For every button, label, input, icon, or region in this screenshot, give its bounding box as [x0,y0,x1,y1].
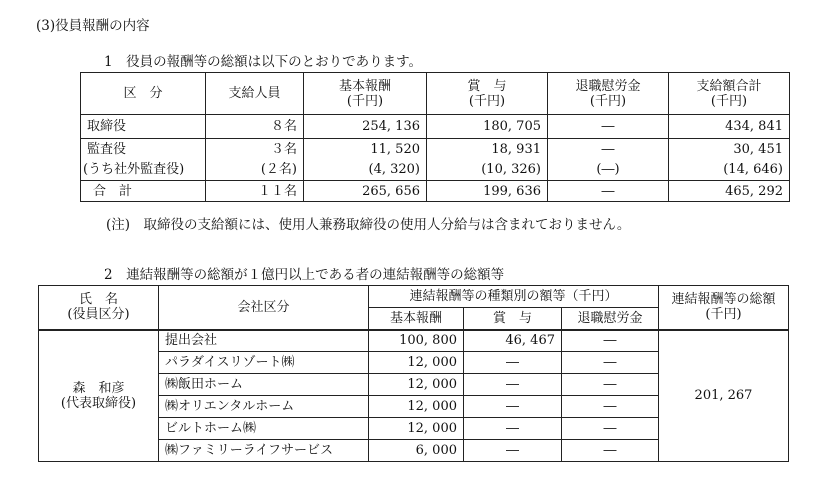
row-count: １１名 [206,181,304,202]
row-base: 100, 800 [369,330,464,352]
person-cell [39,330,159,462]
header-count: 支給人員 [206,73,304,115]
row-retirement: ― [562,418,659,440]
row-bonus: 46, 467 [464,330,562,352]
header-total: 支給額合計 (千円) [669,73,790,115]
person-name: 森 和彦 [72,380,125,396]
header-base: 基本報酬 (千円) [304,73,427,115]
table-row [39,330,789,352]
row-bonus: ― [464,352,562,374]
row-retirement: (―) [548,160,669,181]
row-bonus: 18, 931 [427,139,548,160]
header-types: 連結報酬等の種類別の額等（千円） [369,286,659,308]
row-bonus: ― [464,374,562,396]
row-base: 6, 000 [369,440,464,462]
row-count: ３名 [206,139,304,160]
section-heading: (3)役員報酬の内容 [36,18,150,34]
company-name: ㈱オリエンタルホーム [159,396,369,418]
row-total: 465, 292 [669,181,790,202]
row-count: (２名) [206,160,304,181]
header-category: 区 分 [81,73,206,115]
row-retirement: ― [562,396,659,418]
row-label: 監査役 [81,139,206,160]
row-count: ８名 [206,115,304,139]
row-base: 12, 000 [369,374,464,396]
row-label: 合 計 [81,181,206,202]
row-base: 12, 000 [369,418,464,440]
row-retirement: ― [548,115,669,139]
table-row [81,139,790,160]
row-bonus: (10, 326) [427,160,548,181]
row-base: 12, 000 [369,352,464,374]
row-retirement: ― [562,440,659,462]
row-retirement: ― [562,374,659,396]
total-row [81,181,790,202]
row-base: (4, 320) [304,160,427,181]
row-retirement: ― [548,139,669,160]
company-name: ビルトホーム㈱ [159,418,369,440]
header-bonus: 賞 与 (千円) [427,73,548,115]
company-name: 提出会社 [159,330,369,352]
row-base: 265, 656 [304,181,427,202]
row-bonus: 199, 636 [427,181,548,202]
row-retirement: ― [548,181,669,202]
table-row [81,160,790,181]
header-bonus: 賞 与 [464,308,562,330]
company-name: パラダイスリゾート㈱ [159,352,369,374]
header-retirement: 退職慰労金 [562,308,659,330]
row-bonus: 180, 705 [427,115,548,139]
row-base: 11, 520 [304,139,427,160]
table1-note: (注) 取締役の支給額には、使用人兼務取締役の使用人分給与は含まれておりません。 [106,217,631,233]
table1-heading: 1 役員の報酬等の総額は以下のとおりであります。 [104,54,423,70]
row-bonus: ― [464,440,562,462]
row-total: 434, 841 [669,115,790,139]
person-role: (代表取締役) [60,395,137,411]
row-total: 30, 451 [669,139,790,160]
grand-total: 201, 267 [659,330,789,462]
company-name: ㈱飯田ホーム [159,374,369,396]
officer-compensation-table [80,72,790,202]
row-bonus: ― [464,396,562,418]
header-base: 基本報酬 [369,308,464,330]
table-row [81,115,790,139]
table-header-row [81,73,790,115]
consolidated-compensation-table [38,285,789,462]
row-base: 254, 136 [304,115,427,139]
row-total: (14, 646) [669,160,790,181]
company-name: ㈱ファミリーライフサービス [159,440,369,462]
row-label: 取締役 [81,115,206,139]
header-company: 会社区分 [159,286,369,330]
table2-heading: 2 連結報酬等の総額が１億円以上である者の連結報酬等の総額等 [104,267,505,283]
row-retirement: ― [562,352,659,374]
row-bonus: ― [464,418,562,440]
table-header-row [39,286,789,308]
row-label: (うち社外監査役) [81,160,206,181]
header-total: 連結報酬等の総額 (千円) [659,286,789,330]
header-name: 氏 名 (役員区分) [39,286,159,330]
header-retirement: 退職慰労金 (千円) [548,73,669,115]
row-base: 12, 000 [369,396,464,418]
row-retirement: ― [562,330,659,352]
